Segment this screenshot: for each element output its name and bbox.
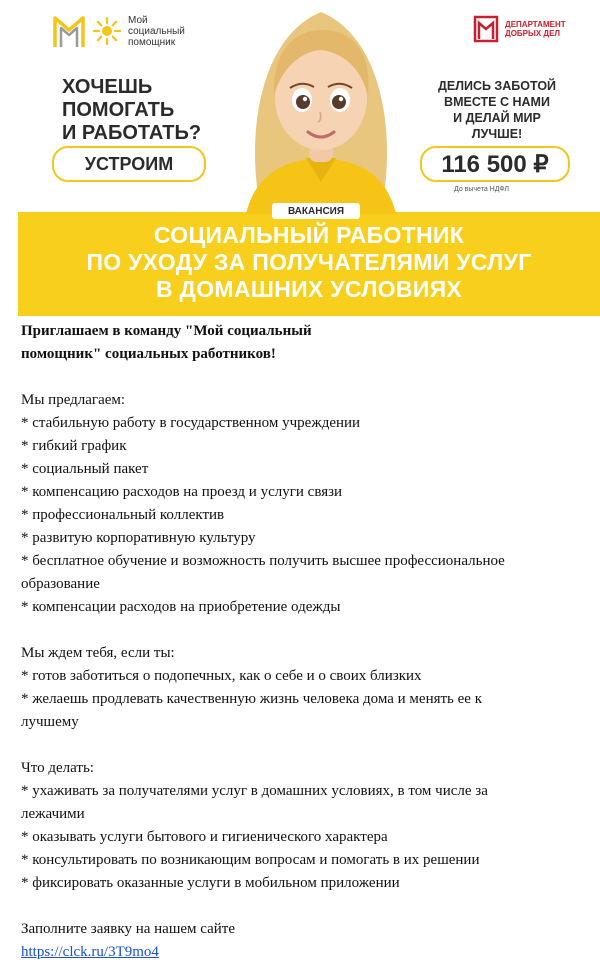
offer-item: * компенсации расходов на приобретение одежды [21,599,341,615]
wait-item: * желаешь продлевать качественную жизнь человека дома и менять ее к [21,691,482,707]
job-title-line: В ДОМАШНИХ УСЛОВИЯХ [155,276,463,302]
logo-right-line: ДОБРЫХ ДЕЛ [505,29,561,38]
vacancy-tag: ВАКАНСИЯ [272,203,360,219]
offer-item: * стабильную работу в государственном учреждении [21,415,361,431]
wait-item: * готов заботиться о подопечных, как о себе и о своих близких [21,668,422,684]
job-title-line: ПО УХОДУ ЗА ПОЛУЧАТЕЛЯМИ УСЛУГ [86,249,532,275]
wait-heading: Мы ждем тебя, если ты: [21,645,175,661]
job-title [18,222,600,303]
apply-link[interactable]: https://clck.ru/3T9mo4 [21,944,159,960]
offer-item: * компенсацию расходов на проезд и услуги связи [21,484,343,500]
offer-item: образование [21,576,100,592]
logo-left-line: помощник [128,36,176,48]
headline-line: И РАБОТАТЬ? [62,122,202,144]
offer-item: * бесплатное обучение и возможность получить высшее профессиональное [21,553,505,569]
wait-item: лучшему [21,714,79,730]
vacancy-description [21,320,591,964]
department-logo [473,15,575,43]
salary-pill: 116 500 ₽ [420,146,570,182]
todo-item: лежачими [21,806,85,822]
department-logo-icon [473,15,499,43]
vacancy-banner [18,0,600,316]
logo-left-line: социальный [128,25,185,37]
logo-right-line: ДЕПАРТАМЕНТ [505,20,566,29]
todo-item: * фиксировать оказанные услуги в мобильном приложении [21,875,400,891]
todo-item: * консультировать по возникающим вопросам и помогать в их решении [21,852,480,868]
offer-heading: Мы предлагаем: [21,392,126,408]
girl-illustration [216,0,426,214]
offer-item: * социальный пакет [21,461,149,477]
right-text-line: И ДЕЛАЙ МИР [453,111,541,125]
offer-item: * развитую корпоративную культуру [21,530,256,546]
job-title-line: СОЦИАЛЬНЫЙ РАБОТНИК [153,222,465,248]
todo-item: * ухаживать за получателями услуг в домашних условиях, в том числе за [21,783,488,799]
msp-logo [52,12,208,50]
todo-heading: Что делать: [21,760,94,776]
intro-line: помощник" социальных работников! [21,346,276,362]
logo-left-line: Мой [128,14,148,26]
offer-item: * гибкий график [21,438,127,454]
tax-note: До вычета НДФЛ [454,186,510,193]
headline-line: ХОЧЕШЬ [62,76,153,98]
sun-logo-icon [92,16,122,46]
right-text-line: ВМЕСТЕ С НАМИ [444,95,550,109]
right-text-line: ДЕЛИСЬ ЗАБОТОЙ [437,79,557,93]
banner-right-text [418,78,576,142]
offer-item: * профессиональный коллектив [21,507,225,523]
headline-line: ПОМОГАТЬ [62,99,175,121]
right-text-line: ЛУЧШЕ! [471,127,523,141]
apply-text: Заполните заявку на нашем сайте [21,921,236,937]
department-logo-text [505,20,575,38]
cta-pill: УСТРОИМ [52,146,206,182]
todo-item: * оказывать услуги бытового и гигиенического характера [21,829,388,845]
msp-logo-text [128,15,208,48]
msp-logo-icon [52,12,86,50]
intro-line: Приглашаем в команду "Мой социальный [21,323,312,339]
